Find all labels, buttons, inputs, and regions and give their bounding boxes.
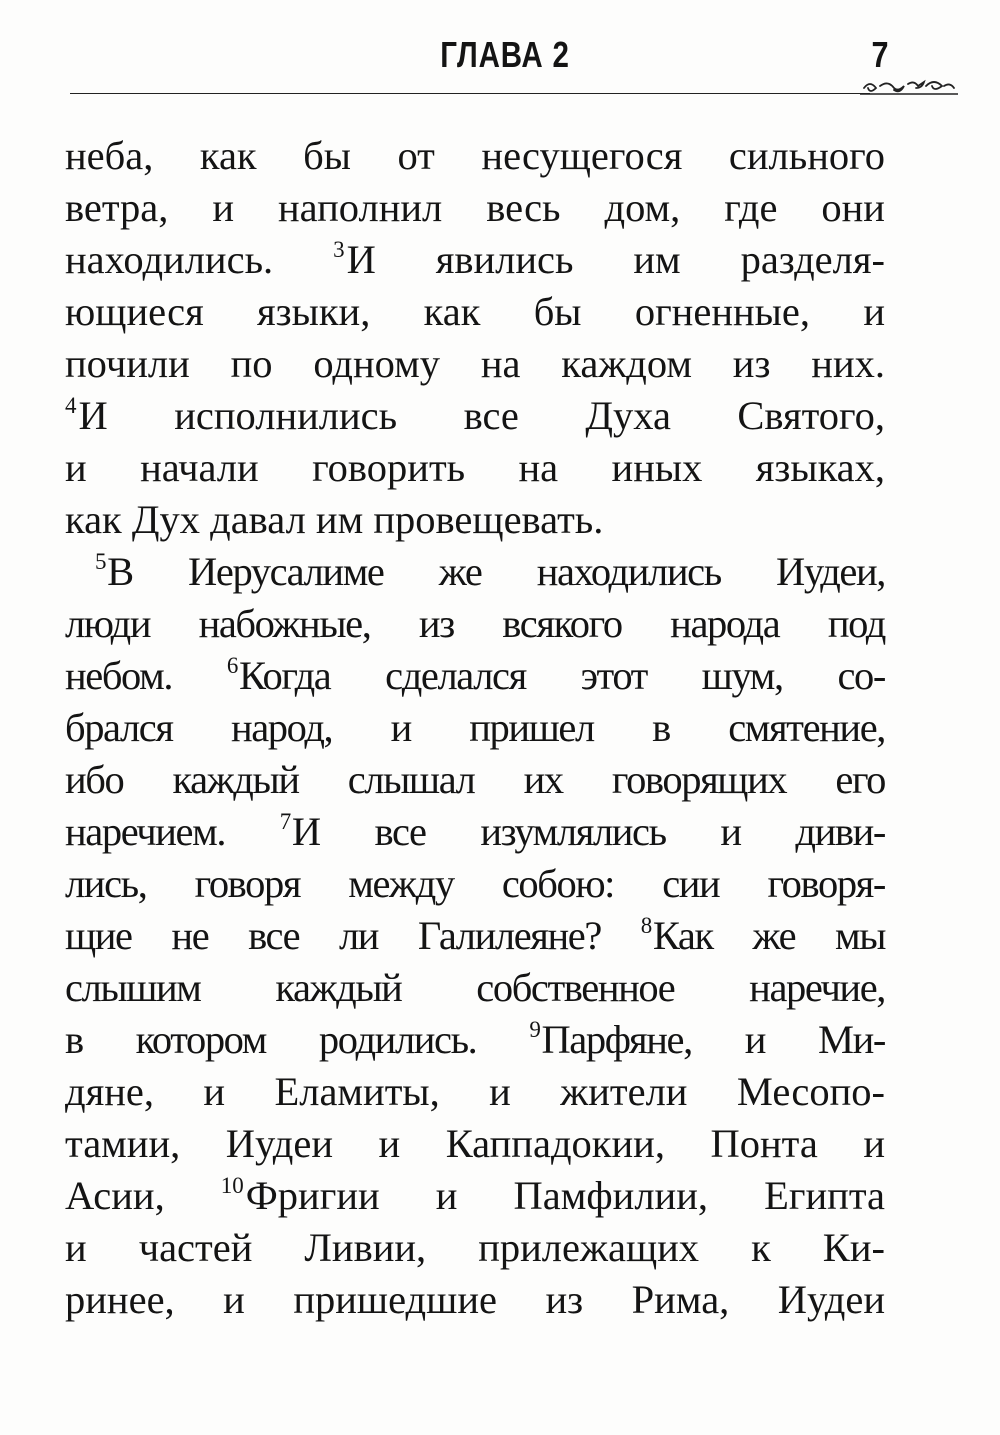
text-line (65, 650, 885, 702)
text-line (65, 1066, 885, 1118)
verse-number: 3 (333, 237, 345, 262)
text-run: ветра, и наполнил весь дом, где они (65, 185, 885, 230)
verse-number: 7 (279, 809, 290, 834)
text-line (65, 858, 885, 910)
text-run: в котором родились. (65, 1017, 530, 1062)
verse-number: 9 (529, 1017, 540, 1042)
text-run: и частей Ливии, прилежащих к Ки- (65, 1225, 885, 1270)
verse-number: 6 (226, 653, 237, 678)
text-line (65, 546, 885, 598)
text-line (65, 1274, 885, 1326)
text-run: тамии, Иудеи и Каппадокии, Понта и (65, 1121, 885, 1166)
text-line (65, 234, 885, 286)
text-run: ющиеся языки, как бы огненные, и (65, 289, 885, 334)
text-run: И все изумлялись и диви- (291, 809, 885, 854)
text-run: и начали говорить на иных языках, (65, 445, 885, 490)
text-run: ибо каждый слышал их говорящих его (65, 757, 885, 802)
text-line (65, 1118, 885, 1170)
text-run: Когда сделался этот шум, со- (238, 653, 885, 698)
text-line (65, 910, 885, 962)
text-line (65, 442, 885, 494)
text-run: находились. (65, 237, 334, 282)
text-run: наречием. (65, 809, 280, 854)
text-run: почили по одному на каждом из них. (65, 341, 885, 386)
text-line (65, 390, 885, 442)
text-line (65, 130, 885, 182)
text-run: Фригии и Памфилии, Египта (245, 1173, 885, 1218)
text-run: Парфяне, и Ми- (541, 1017, 885, 1062)
text-run: щие не все ли Галилеяне? (65, 913, 641, 958)
text-run: неба, как бы от несущегося сильного (65, 133, 885, 178)
text-line (65, 962, 885, 1014)
text-line (65, 286, 885, 338)
text-run: небом. (65, 653, 227, 698)
text-run: И явились им разделя- (346, 237, 885, 282)
text-line (65, 806, 885, 858)
verse-number: 10 (220, 1173, 244, 1198)
body-text (65, 130, 885, 1326)
text-run: брался народ, и пришел в смятение, (65, 705, 885, 750)
text-run: лись, говоря между собою: сии говоря- (65, 861, 885, 906)
text-run: В Иерусалиме же находились Иудеи, (107, 549, 885, 594)
scroll-flourish-icon (858, 74, 958, 100)
chapter-title: ГЛАВА 2 (440, 34, 570, 75)
text-line (65, 1222, 885, 1274)
header-rule (70, 93, 870, 94)
text-line (65, 754, 885, 806)
text-run: Асии, (65, 1173, 221, 1218)
text-line (65, 1170, 885, 1222)
text-run: Как же мы (652, 913, 886, 958)
text-run: люди набожные, из всякого народа под (65, 601, 885, 646)
text-line (65, 182, 885, 234)
text-line (65, 494, 885, 546)
page-number: 7 (871, 34, 889, 75)
text-line (65, 338, 885, 390)
verse-number: 4 (65, 393, 77, 418)
text-run: ринее, и пришедшие из Рима, Иудеи (65, 1277, 885, 1322)
running-head (70, 30, 960, 100)
text-line (65, 1014, 885, 1066)
text-line (65, 702, 885, 754)
verse-number: 5 (95, 549, 106, 574)
text-line (65, 598, 885, 650)
text-run: слышим каждый собственное наречие, (65, 965, 885, 1010)
verse-number: 8 (640, 913, 651, 938)
text-run: как Дух давал им провещевать. (65, 497, 604, 542)
text-run: дяне, и Еламиты, и жители Месопо- (65, 1069, 885, 1114)
text-run: И исполнились все Духа Святого, (78, 393, 885, 438)
